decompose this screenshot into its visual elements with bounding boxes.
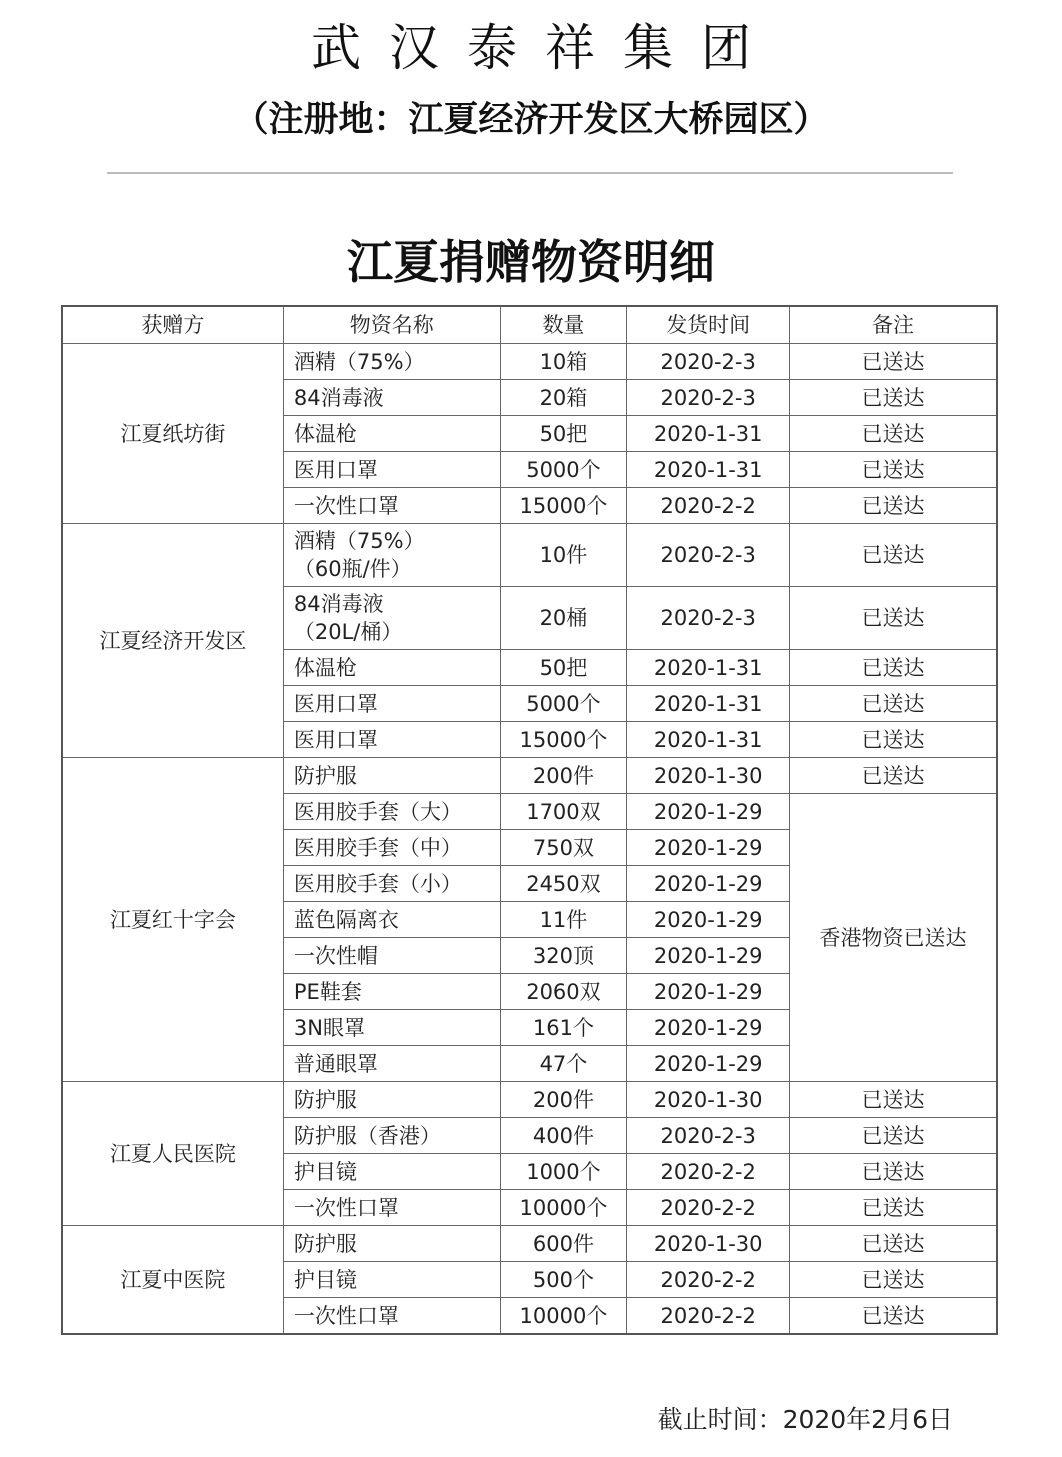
item-name-cell: 医用胶手套（大） [283, 794, 500, 830]
recipient-cell: 江夏纸坊街 [62, 344, 283, 524]
item-name-cell: PE鞋套 [283, 974, 500, 1010]
item-name-cell: 酒精（75%） （60瓶/件） [283, 524, 500, 587]
registration-subtitle: （注册地：江夏经济开发区大桥园区） [233, 100, 829, 140]
quantity-cell: 200件 [500, 758, 627, 794]
quantity-cell: 10000个 [500, 1298, 627, 1335]
remark-cell: 已送达 [790, 416, 997, 452]
quantity-cell: 10件 [500, 524, 627, 587]
remark-cell: 已送达 [790, 488, 997, 524]
table-heading: 江夏捐赠物资明细 [347, 235, 715, 289]
ship-date-cell: 2020-2-3 [627, 380, 790, 416]
ship-date-cell: 2020-1-30 [627, 1082, 790, 1118]
item-name-cell: 防护服（香港） [283, 1118, 500, 1154]
item-name-cell: 84消毒液 （20L/桶） [283, 587, 500, 650]
ship-date-cell: 2020-1-29 [627, 830, 790, 866]
company-title: 武汉泰祥集团 [311, 19, 779, 77]
quantity-cell: 1000个 [500, 1154, 627, 1190]
quantity-cell: 750双 [500, 830, 627, 866]
remark-cell: 已送达 [790, 587, 997, 650]
quantity-cell: 15000个 [500, 488, 627, 524]
quantity-cell: 47个 [500, 1046, 627, 1082]
ship-date-cell: 2020-2-2 [627, 1298, 790, 1335]
quantity-cell: 320顶 [500, 938, 627, 974]
quantity-cell: 1700双 [500, 794, 627, 830]
ship-date-cell: 2020-2-3 [627, 524, 790, 587]
item-name-cell: 医用胶手套（中） [283, 830, 500, 866]
ship-date-cell: 2020-2-2 [627, 1154, 790, 1190]
item-name-cell: 护目镜 [283, 1262, 500, 1298]
item-name-cell: 防护服 [283, 758, 500, 794]
remark-cell: 已送达 [790, 650, 997, 686]
item-name-cell: 普通眼罩 [283, 1046, 500, 1082]
remark-cell: 已送达 [790, 1118, 997, 1154]
remark-cell: 香港物资已送达 [790, 794, 997, 1082]
ship-date-cell: 2020-1-29 [627, 1010, 790, 1046]
item-name-cell: 体温枪 [283, 650, 500, 686]
item-name-cell: 护目镜 [283, 1154, 500, 1190]
item-name-cell: 医用胶手套（小） [283, 866, 500, 902]
cutoff-date: 截止时间：2020年2月6日 [657, 1405, 953, 1434]
item-name-cell: 蓝色隔离衣 [283, 902, 500, 938]
item-name-cell: 医用口罩 [283, 452, 500, 488]
item-name-cell: 防护服 [283, 1082, 500, 1118]
table-body [62, 344, 997, 1335]
table-row [62, 1082, 997, 1118]
remark-cell: 已送达 [790, 1226, 997, 1262]
recipient-cell: 江夏人民医院 [62, 1082, 283, 1226]
ship-date-cell: 2020-2-2 [627, 488, 790, 524]
ship-date-cell: 2020-1-29 [627, 974, 790, 1010]
quantity-cell: 2450双 [500, 866, 627, 902]
item-name-cell: 防护服 [283, 1226, 500, 1262]
remark-cell: 已送达 [790, 344, 997, 380]
remark-cell: 已送达 [790, 758, 997, 794]
table-row [62, 758, 997, 794]
ship-date-cell: 2020-1-30 [627, 1226, 790, 1262]
item-name-cell: 一次性口罩 [283, 1190, 500, 1226]
ship-date-cell: 2020-1-29 [627, 938, 790, 974]
quantity-cell: 500个 [500, 1262, 627, 1298]
donation-table [61, 305, 998, 1335]
ship-date-cell: 2020-2-3 [627, 344, 790, 380]
item-name-cell: 酒精（75%） [283, 344, 500, 380]
remark-cell: 已送达 [790, 686, 997, 722]
remark-cell: 已送达 [790, 1298, 997, 1335]
table-row [62, 344, 997, 380]
ship-date-cell: 2020-1-29 [627, 794, 790, 830]
item-name-cell: 一次性口罩 [283, 488, 500, 524]
remark-cell: 已送达 [790, 524, 997, 587]
item-name-cell: 84消毒液 [283, 380, 500, 416]
item-name-cell: 3N眼罩 [283, 1010, 500, 1046]
header-item-name: 物资名称 [283, 306, 500, 344]
ship-date-cell: 2020-1-30 [627, 758, 790, 794]
ship-date-cell: 2020-1-31 [627, 650, 790, 686]
quantity-cell: 600件 [500, 1226, 627, 1262]
quantity-cell: 5000个 [500, 686, 627, 722]
ship-date-cell: 2020-2-3 [627, 1118, 790, 1154]
item-name-cell: 一次性口罩 [283, 1298, 500, 1335]
item-name-cell: 体温枪 [283, 416, 500, 452]
quantity-cell: 2060双 [500, 974, 627, 1010]
ship-date-cell: 2020-1-31 [627, 722, 790, 758]
divider [107, 172, 953, 174]
ship-date-cell: 2020-1-31 [627, 452, 790, 488]
quantity-cell: 11件 [500, 902, 627, 938]
table-row [62, 524, 997, 587]
quantity-cell: 200件 [500, 1082, 627, 1118]
remark-cell: 已送达 [790, 380, 997, 416]
remark-cell: 已送达 [790, 722, 997, 758]
quantity-cell: 20桶 [500, 587, 627, 650]
quantity-cell: 10箱 [500, 344, 627, 380]
remark-cell: 已送达 [790, 452, 997, 488]
ship-date-cell: 2020-2-2 [627, 1262, 790, 1298]
quantity-cell: 161个 [500, 1010, 627, 1046]
ship-date-cell: 2020-2-2 [627, 1190, 790, 1226]
ship-date-cell: 2020-2-3 [627, 587, 790, 650]
quantity-cell: 15000个 [500, 722, 627, 758]
ship-date-cell: 2020-1-29 [627, 866, 790, 902]
remark-cell: 已送达 [790, 1154, 997, 1190]
remark-cell: 已送达 [790, 1190, 997, 1226]
recipient-cell: 江夏经济开发区 [62, 524, 283, 758]
remark-cell: 已送达 [790, 1262, 997, 1298]
quantity-cell: 20箱 [500, 380, 627, 416]
quantity-cell: 50把 [500, 416, 627, 452]
quantity-cell: 5000个 [500, 452, 627, 488]
ship-date-cell: 2020-1-31 [627, 686, 790, 722]
item-name-cell: 一次性帽 [283, 938, 500, 974]
ship-date-cell: 2020-1-31 [627, 416, 790, 452]
ship-date-cell: 2020-1-29 [627, 902, 790, 938]
ship-date-cell: 2020-1-29 [627, 1046, 790, 1082]
item-name-cell: 医用口罩 [283, 722, 500, 758]
header-quantity: 数量 [500, 306, 627, 344]
remark-cell: 已送达 [790, 1082, 997, 1118]
header-recipient: 获赠方 [62, 306, 283, 344]
recipient-cell: 江夏中医院 [62, 1226, 283, 1335]
item-name-cell: 医用口罩 [283, 686, 500, 722]
quantity-cell: 400件 [500, 1118, 627, 1154]
quantity-cell: 10000个 [500, 1190, 627, 1226]
header-ship-date: 发货时间 [627, 306, 790, 344]
table-header-row [62, 306, 997, 344]
table-row [62, 1226, 997, 1262]
quantity-cell: 50把 [500, 650, 627, 686]
header-remark: 备注 [790, 306, 997, 344]
recipient-cell: 江夏红十字会 [62, 758, 283, 1082]
